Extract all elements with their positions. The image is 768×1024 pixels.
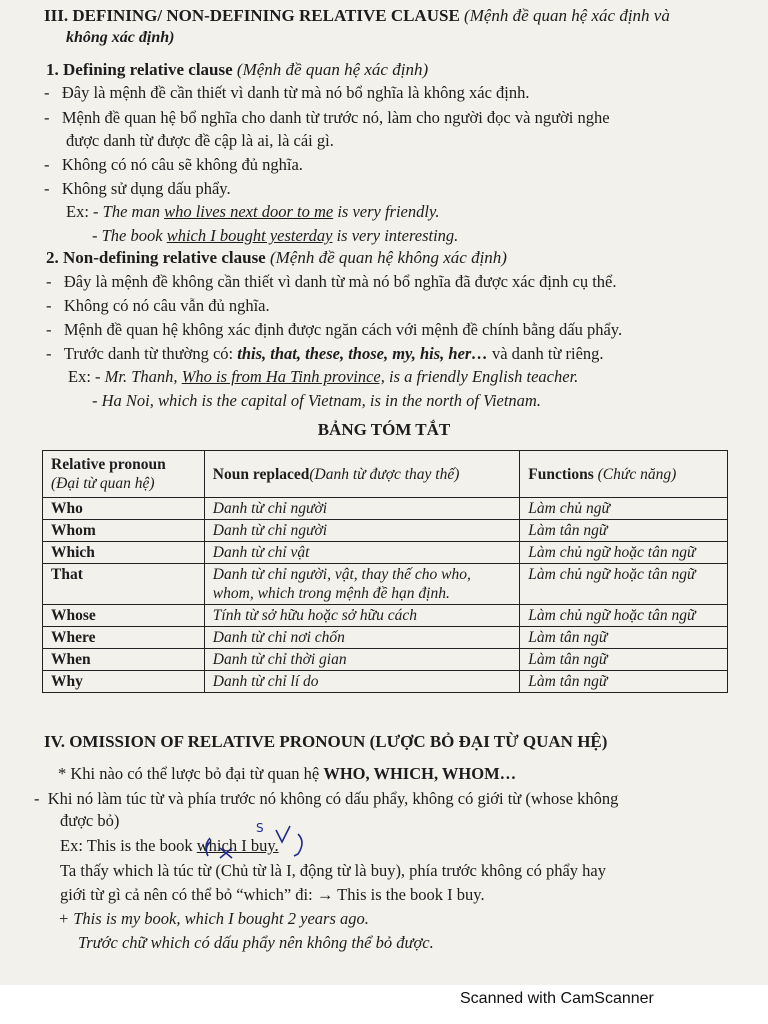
subject-mark: S	[256, 821, 264, 835]
function-cell: Làm tân ngữ	[520, 671, 728, 693]
function-cell: Làm tân ngữ	[520, 627, 728, 649]
pronoun-cell: Where	[43, 627, 205, 649]
defining-example-1: Ex: - The man who lives next door to me is very friendly.	[66, 202, 440, 221]
handwritten-annotation	[198, 818, 308, 864]
noun-cell	[204, 564, 520, 605]
pronoun-cell: Whom	[43, 520, 205, 542]
header-functions: Functions (Chức năng)	[520, 451, 728, 498]
nondefining-bullet-1: - Đây là mệnh đề không cần thiết vì danh từ mà nó bổ nghĩa đã được xác định cụ thể.	[46, 272, 617, 291]
pronoun-cell: Why	[43, 671, 205, 693]
plus-example-note: Trước chữ which có dấu phẩy nên không thể bỏ được.	[78, 933, 434, 952]
noun-cell-line-1: Danh từ chỉ người, vật, thay thế cho who,	[212, 566, 471, 583]
table-row	[43, 542, 728, 564]
noun-cell: Danh từ chỉ người	[204, 498, 520, 520]
noun-cell: Danh từ chỉ lí do	[204, 671, 520, 693]
defining-bullet-2: - Mệnh đề quan hệ bổ nghĩa cho danh từ trước nó, làm cho người đọc và người nghe	[44, 108, 610, 127]
explanation-line-1: Ta thấy which là túc từ (Chủ từ là I, động từ là buy), phía trước không có phẩy hay	[60, 861, 607, 880]
pronoun-cell: Whose	[43, 605, 205, 627]
function-cell: Làm chủ ngữ	[520, 498, 728, 520]
table-row	[43, 627, 728, 649]
noun-cell-line-2: whom, which trong mệnh đề hạn định.	[212, 585, 450, 602]
table-row	[43, 671, 728, 693]
nondefining-example-2: - Ha Noi, which is the capital of Vietnam, is in the north of Vietnam.	[92, 391, 541, 410]
defining-bullet-4: - Không sử dụng dấu phẩy.	[44, 179, 231, 198]
nondefining-bullet-3: - Mệnh đề quan hệ không xác định được ngăn cách với mệnh đề chính bằng dấu phẩy.	[46, 320, 623, 339]
section-3-heading-cont: không xác định)	[66, 29, 175, 46]
table-row	[43, 605, 728, 627]
table-row	[43, 498, 728, 520]
defining-example-2: - The book which I bought yesterday is very interesting.	[92, 226, 459, 245]
table-row	[43, 520, 728, 542]
defining-bullet-2-cont: được danh từ được đề cập là ai, là cái gì.	[66, 131, 334, 150]
nondefining-bullet-2: - Không có nó câu vẫn đủ nghĩa.	[46, 296, 270, 315]
table-header-row	[43, 451, 728, 498]
nondefining-heading: 2. Non-defining relative clause (Mệnh đề quan hệ không xác định)	[46, 248, 507, 267]
omission-example: Ex: This is the book which I buy.	[60, 836, 279, 855]
function-cell: Làm chủ ngữ hoặc tân ngữ	[520, 542, 728, 564]
defining-bullet-1: - Đây là mệnh đề cần thiết vì danh từ mà nó bổ nghĩa là không xác định.	[44, 83, 530, 102]
nondefining-bullet-4: - Trước danh từ thường có: this, that, these, those, my, his, her… và danh từ riêng.	[46, 344, 604, 363]
function-cell: Làm tân ngữ	[520, 649, 728, 671]
pronoun-cell: Who	[43, 498, 205, 520]
scanner-watermark: Scanned with CamScanner	[460, 990, 654, 1007]
noun-cell: Danh từ chỉ vật	[204, 542, 520, 564]
noun-cell: Danh từ chỉ người	[204, 520, 520, 542]
function-cell: Làm chủ ngữ hoặc tân ngữ	[520, 564, 728, 605]
explanation-line-2: giới từ gì cả nên có thể bỏ “which” đi: → This is the book I buy.	[60, 885, 485, 904]
handwritten-marks-icon	[198, 818, 308, 864]
noun-cell: Tính từ sở hữu hoặc sở hữu cách	[204, 605, 520, 627]
header-relative-pronoun: Relative pronoun (Đại từ quan hệ)	[43, 451, 205, 498]
noun-cell: Danh từ chỉ thời gian	[204, 649, 520, 671]
defining-bullet-3: - Không có nó câu sẽ không đủ nghĩa.	[44, 155, 303, 174]
omission-rule-cont: được bỏ)	[60, 811, 120, 830]
summary-title: BẢNG TÓM TẮT	[317, 420, 451, 439]
function-cell: Làm tân ngữ	[520, 520, 728, 542]
omission-rule: - Khi nó làm túc từ và phía trước nó không có dấu phẩy, không có giới từ (whose không	[34, 789, 619, 808]
pronoun-cell: Which	[43, 542, 205, 564]
section-4-heading: IV. OMISSION OF RELATIVE PRONOUN (LƯỢC BỎ ĐẠI TỪ QUAN HỆ)	[44, 732, 608, 751]
pronoun-cell: When	[43, 649, 205, 671]
defining-heading: 1. Defining relative clause (Mệnh đề quan hệ xác định)	[46, 60, 429, 79]
omission-question: * Khi nào có thể lược bỏ đại từ quan hệ WHO, WHICH, WHOM…	[58, 764, 517, 783]
summary-table	[42, 450, 728, 693]
header-noun-replaced: Noun replaced(Danh từ được thay thế)	[204, 451, 520, 498]
function-cell: Làm chủ ngữ hoặc tân ngữ	[520, 605, 728, 627]
plus-example: + This is my book, which I bought 2 years ago.	[58, 909, 369, 928]
section-3-heading: III. DEFINING/ NON-DEFINING RELATIVE CLAUSE (Mệnh đề quan hệ xác định và	[44, 6, 670, 25]
table-row	[43, 649, 728, 671]
table-row	[43, 564, 728, 605]
nondefining-example-1: Ex: - Mr. Thanh, Who is from Ha Tinh province, is a friendly English teacher.	[68, 367, 579, 386]
noun-cell: Danh từ chỉ nơi chốn	[204, 627, 520, 649]
pronoun-cell: That	[43, 564, 205, 605]
